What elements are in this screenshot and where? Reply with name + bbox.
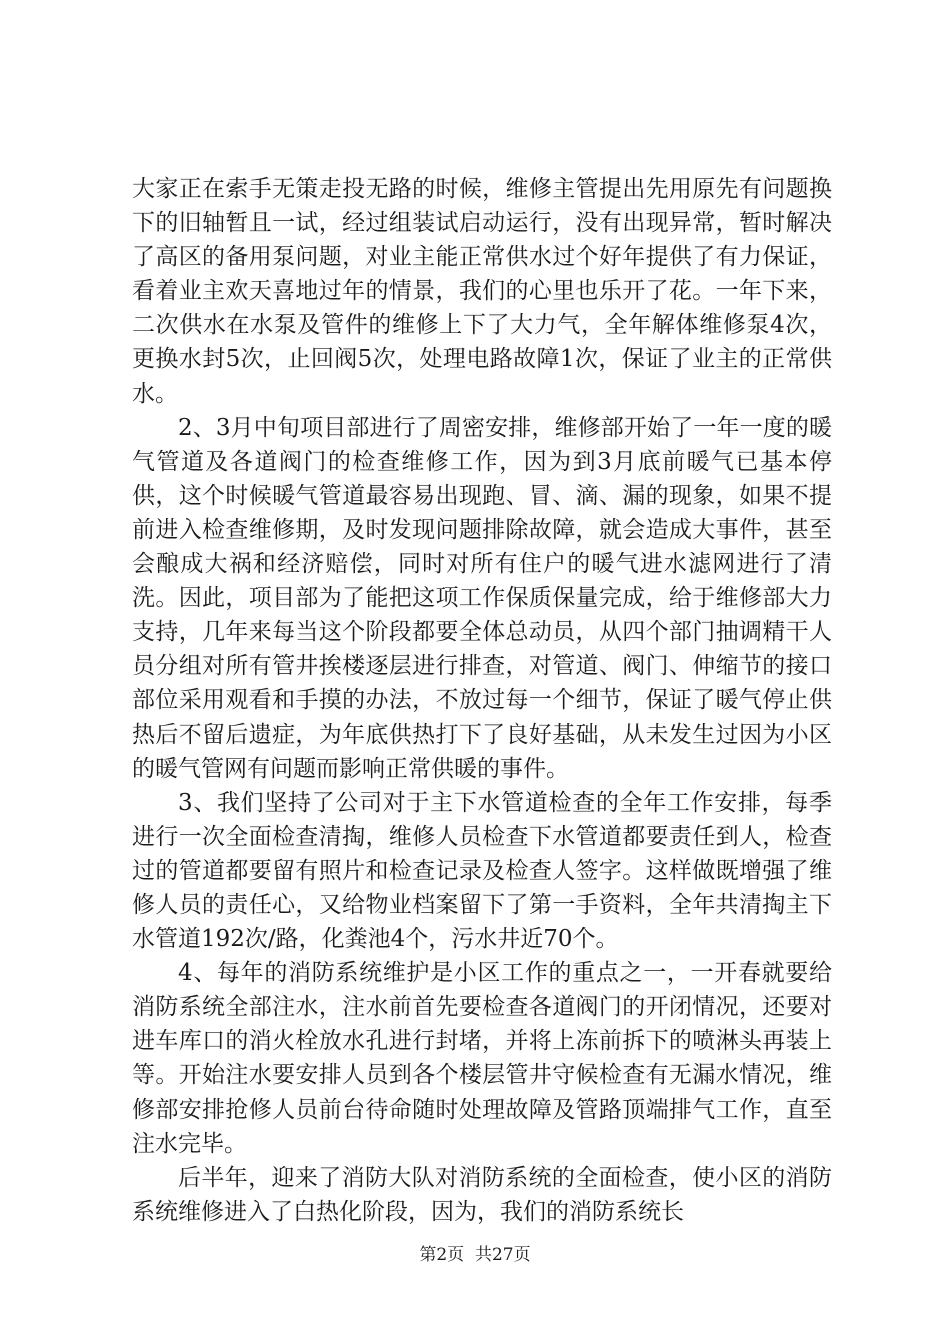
paragraph-fire-system: 4、每年的消防系统维护是小区工作的重点之一，一开春就要给消防系统全部注水，注水前首先要检查各道阀门的开闭情况，还要对进车库口的消火栓放水孔进行封堵，并将上冻前拆下的喷淋头再装上等。开始注水要安排人员到各个楼层管井守候检查有无漏水情况，维修部安排抢修人员前台待命随时处理故障及管路顶端排气工作，直至注水完毕。 (132, 960, 832, 1157)
page-footer (0, 1240, 950, 1265)
paragraph-continuation: 大家正在索手无策走投无路的时候，维修主管提出先用原先有问题换下的旧轴暂且一试，经过组装试启动运行，没有出现异常，暂时解决了高区的备用泵问题，对业主能正常供水过个好年提供了有力保证，看着业主欢天喜地过年的情景，我们的心里也乐开了花。一年下来，二次供水在水泵及管件的维修上下了大力气，全年解体维修泵4次，更换水封5次，止回阀5次，处理电路故障1次，保证了业主的正常供水。 (132, 176, 832, 407)
page-number-label: 第2页 共27页 (419, 1245, 531, 1265)
document-body (132, 172, 832, 1229)
paragraph-second-half-year: 后半年，迎来了消防大队对消防系统的全面检查，使小区的消防系统维修进入了白热化阶段，因为，我们的消防系统长 (132, 1164, 832, 1225)
paragraph-drain-inspection: 3、我们坚持了公司对于主下水管道检查的全年工作安排，每季进行一次全面检查清掏，维修人员检查下水管道都要责任到人，检查过的管道都要留有照片和检查记录及检查人签字。这样做既增强了维修人员的责任心，又给物业档案留下了第一手资料，全年共清掏主下水管道192次/路，化粪池4个，污水井近70个。 (132, 789, 832, 953)
paragraph-heating-maintenance: 2、3月中旬项目部进行了周密安排，维修部开始了一年一度的暖气管道及各道阀门的检查维修工作，因为到3月底前暖气已基本停供，这个时候暖气管道最容易出现跑、冒、滴、漏的现象，如果不提前进入检查维修期，及时发现问题排除故障，就会造成大事件，甚至会酿成大祸和经济赔偿，同时对所有住户的暖气进水滤网进行了清洗。因此，项目部为了能把这项工作保质保量完成，给于维修部大力支持，几年来每当这个阶段都要全体总动员，从四个部门抽调精干人员分组对所有管井挨楼逐层进行排查，对管道、阀门、伸缩节的接口部位采用观看和手摸的办法，不放过每一个细节，保证了暖气停止供热后不留后遗症，为年底供热打下了良好基础，从未发生过因为小区的暖气管网有问题而影响正常供暖的事件。 (132, 414, 832, 782)
